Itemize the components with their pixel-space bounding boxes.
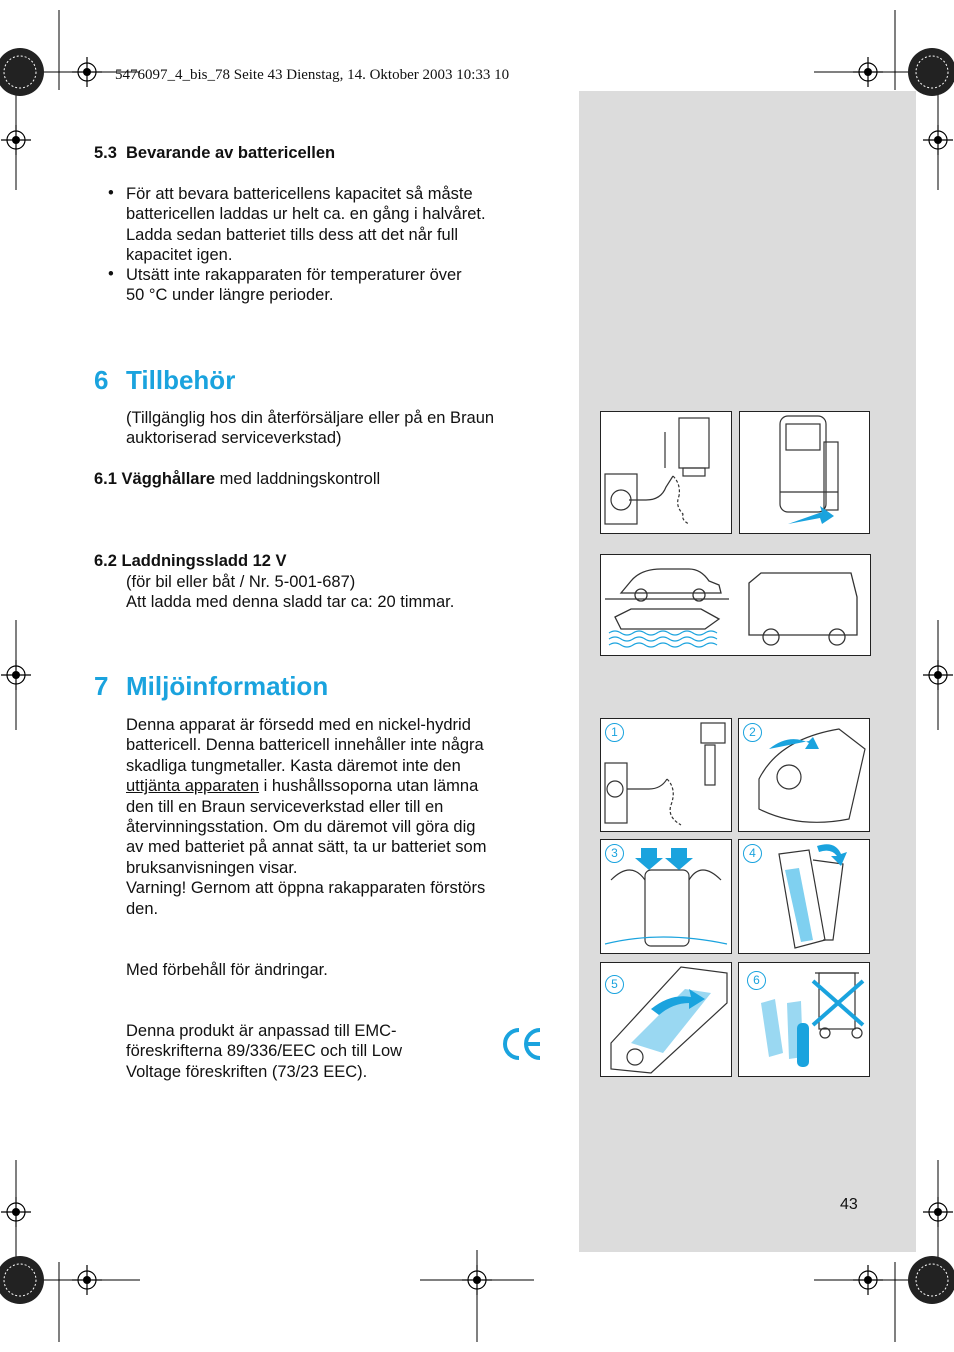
- step-5-figure: [600, 962, 732, 1077]
- step-number: 6: [747, 971, 766, 990]
- step-number: 3: [605, 844, 624, 863]
- item-number: 6.2: [94, 552, 117, 570]
- car-boat-camper-illustration: [601, 555, 870, 655]
- step-3-figure: [600, 839, 732, 954]
- text-line: battericell. Denna battericell innehåller inte några: [126, 736, 484, 755]
- item-6-1: [94, 469, 380, 489]
- section-7-paragraph: [126, 715, 546, 919]
- section-6-number: 6: [94, 365, 109, 395]
- bullet-paragraph: [126, 265, 462, 306]
- text-line: [126, 776, 546, 796]
- section-7-number: 7: [94, 671, 109, 701]
- text-line: av med batteriet på annat sätt, ta ur batteriet som: [126, 838, 487, 857]
- item-6-2-text: [126, 572, 454, 613]
- reservation-note: Med förbehåll för ändringar.: [126, 961, 328, 979]
- print-header: 5476097_4_bis_78 Seite 43 Dienstag, 14. Oktober 2003 10:33 10: [115, 67, 510, 83]
- section-7-title: Miljöinformation: [126, 671, 329, 701]
- text-line: den till en Braun serviceverkstad eller till en: [126, 797, 444, 816]
- item-title: Vägghållare: [121, 470, 216, 488]
- text-line: (för bil eller båt / Nr. 5-001-687): [126, 573, 356, 591]
- wall-holder-figure: [600, 411, 732, 534]
- step-2-figure: [738, 718, 870, 832]
- emc-note: [126, 1021, 402, 1082]
- illustration-panel: [579, 91, 916, 1252]
- section-5-3-number: 5.3: [94, 144, 117, 162]
- item-6-2-heading: [94, 551, 287, 571]
- text-line: skadliga tungmetaller. Kasta däremot inte den: [126, 756, 461, 775]
- wall-socket-charger-illustration: [601, 412, 731, 533]
- section-5-3-title: Bevarande av battericellen: [126, 144, 336, 162]
- item-text: med laddningskontroll: [219, 470, 381, 488]
- text-line: kapacitet igen.: [126, 246, 233, 265]
- step-6-figure: [738, 962, 870, 1077]
- section-6-title: Tillbehör: [126, 365, 236, 395]
- item-number: 6.1: [94, 470, 117, 488]
- step-number: 2: [743, 723, 762, 742]
- bullet-paragraph: [126, 184, 486, 266]
- text-line: föreskrifterna 89/336/EEC och till Low: [126, 1042, 403, 1061]
- text-line: (Tillgänglig hos din återförsäljare eller på en Braun: [126, 409, 495, 427]
- vehicles-figure: [600, 554, 871, 656]
- shaver-in-holder-figure: [739, 411, 870, 534]
- text-line: Voltage föreskriften (73/23 EEC).: [126, 1062, 368, 1081]
- page-number: 43: [840, 1196, 858, 1213]
- text-line: Ladda sedan batteriet tills dess att det når full: [126, 225, 459, 244]
- bullet-icon: •: [108, 265, 114, 283]
- text-span: i hushållssoporna utan lämna: [259, 777, 479, 796]
- text-line: auktoriserad serviceverkstad): [126, 429, 342, 448]
- text-line: battericellen laddas ur helt ca. en gång i halvåret.: [126, 205, 486, 224]
- text-line: återvinningsstation. Om du däremot vill göra dig: [126, 818, 476, 837]
- item-title: Laddningssladd 12 V: [121, 552, 287, 570]
- step-number: 1: [605, 723, 624, 742]
- step-number: 5: [605, 975, 624, 994]
- text-line: den.: [126, 899, 159, 918]
- text-line: Denna apparat är försedd med en nickel-hydrid: [126, 716, 471, 734]
- text-line: bruksanvisningen visar.: [126, 858, 298, 877]
- text-line: Denna produkt är anpassad till EMC-: [126, 1022, 397, 1040]
- underlined-text: uttjänta apparaten: [126, 777, 260, 796]
- step-1-figure: [600, 718, 732, 832]
- section-6-intro: [126, 408, 494, 449]
- text-line: För att bevara battericellens kapacitet så måste: [126, 185, 473, 203]
- step-number: 4: [743, 844, 762, 863]
- text-line: Att ladda med denna sladd tar ca: 20 timmar.: [126, 593, 455, 612]
- shaver-holder-illustration: [740, 412, 869, 533]
- text-line: 50 °C under längre perioder.: [126, 286, 334, 305]
- text-line: Varning! Gernom att öppna rakapparaten förstörs: [126, 879, 486, 898]
- ce-mark-icon: [500, 1026, 544, 1062]
- step-4-figure: [738, 839, 870, 954]
- bullet-icon: •: [108, 184, 114, 202]
- text-line: Utsätt inte rakapparaten för temperaturer över: [126, 266, 462, 284]
